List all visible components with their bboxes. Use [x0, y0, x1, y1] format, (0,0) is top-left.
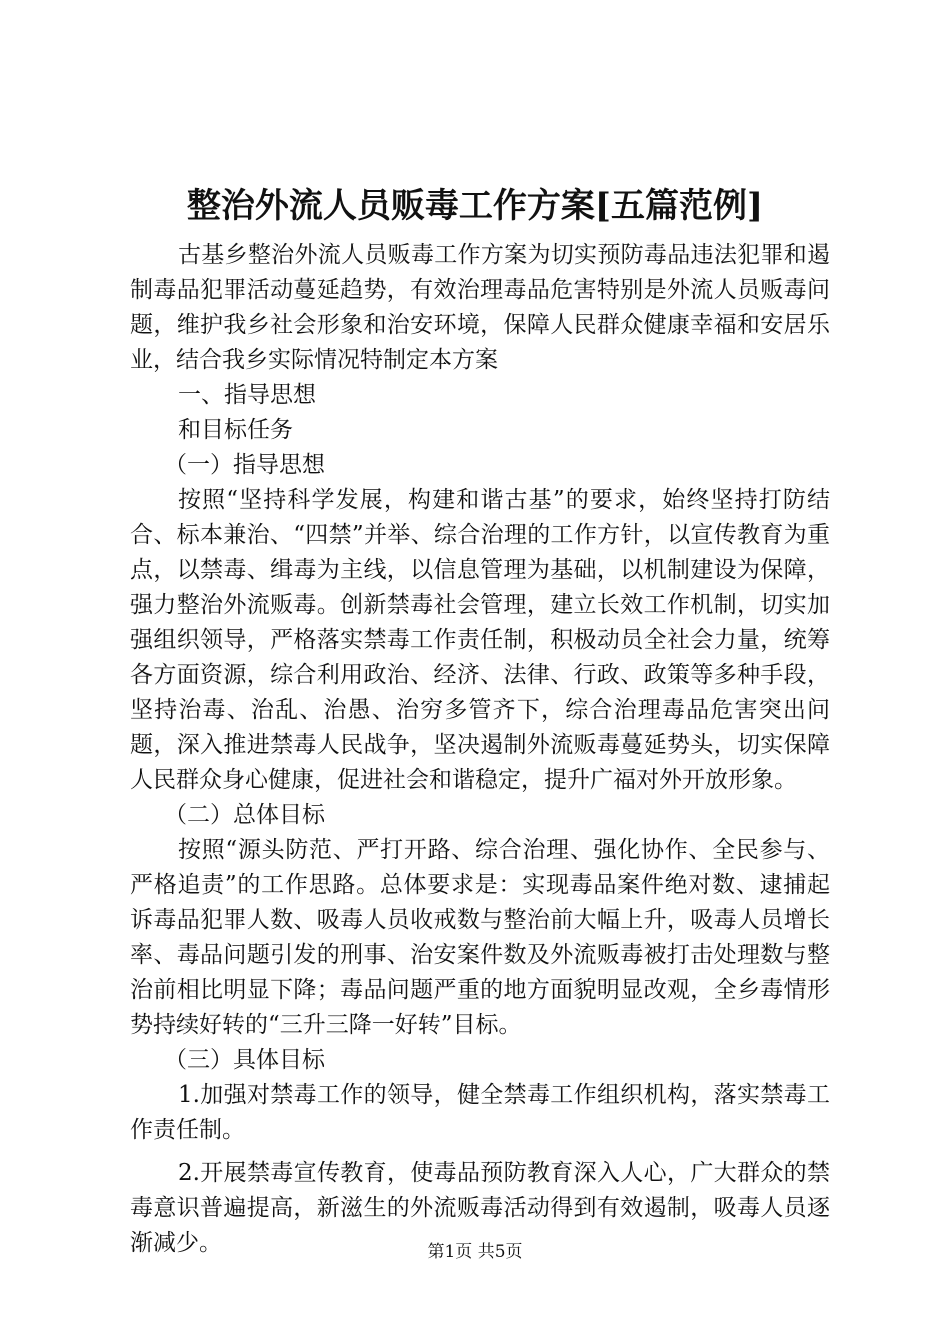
subheading-specific-goals: （三）具体目标: [164, 1047, 325, 1073]
subheading-guiding-thought: （一）指导思想: [164, 452, 325, 478]
document-title: 整治外流人员贩毒工作方案[五篇范例]: [186, 186, 764, 226]
paragraph-intro: 古基乡整治外流人员贩毒工作方案为切实预防毒品违法犯罪和遏制毒品犯罪活动蔓延趋势，有效治理毒品危害特别是外流人员贩毒问题，维护我乡社会形象和治安环境，保障人民群众健康幸福和安居乐业，结合我乡实际情况特制定本方案: [130, 242, 830, 373]
page-number: 第1页 共5页: [427, 1242, 523, 1262]
paragraph-guiding-thought: 按照“坚持科学发展，构建和谐古基”的要求，始终坚持打防结合、标本兼治、“四禁”并举、综合治理的工作方针，以宣传教育为重点，以禁毒、缉毒为主线，以信息管理为基础，以机制建设为保障，强力整治外流贩毒。创新禁毒社会管理，建立长效工作机制，切实加强组织领导，严格落实禁毒工作责任制，积极动员全社会力量，统筹各方面资源，综合利用政治、经济、法律、行政、政策等多种手段，坚持治毒、治乱、治愚、治穷多管齐下，综合治理毒品危害突出问题，深入推进禁毒人民战争，坚决遏制外流贩毒蔓延势头，切实保障人民群众身心健康，促进社会和谐稳定，提升广福对外开放形象。: [130, 487, 830, 793]
paragraph-goal-2: 2.开展禁毒宣传教育，使毒品预防教育深入人心，广大群众的禁毒意识普遍提高，新滋生的外流贩毒活动得到有效遏制，吸毒人员逐渐减少。: [130, 1160, 830, 1256]
document-body: [130, 238, 830, 1261]
heading-goals-tasks: 和目标任务: [178, 417, 293, 443]
paragraph-goal-1: 1.加强对禁毒工作的领导，健全禁毒工作组织机构，落实禁毒工作责任制。: [130, 1082, 830, 1143]
paragraph-overall-goal: 按照“源头防范、严打开路、综合治理、强化协作、全民参与、严格追责”的工作思路。总体要求是：实现毒品案件绝对数、逮捕起诉毒品犯罪人数、吸毒人员收戒数与整治前大幅上升，吸毒人员增长率、毒品问题引发的刑事、治安案件数及外流贩毒被打击处理数与整治前相比明显下降；毒品问题严重的地方面貌明显改观，全乡毒情形势持续好转的“三升三降一好转”目标。: [130, 837, 830, 1038]
subheading-overall-goal: （二）总体目标: [164, 802, 325, 828]
heading-guiding-thought: 一、指导思想: [178, 382, 316, 408]
